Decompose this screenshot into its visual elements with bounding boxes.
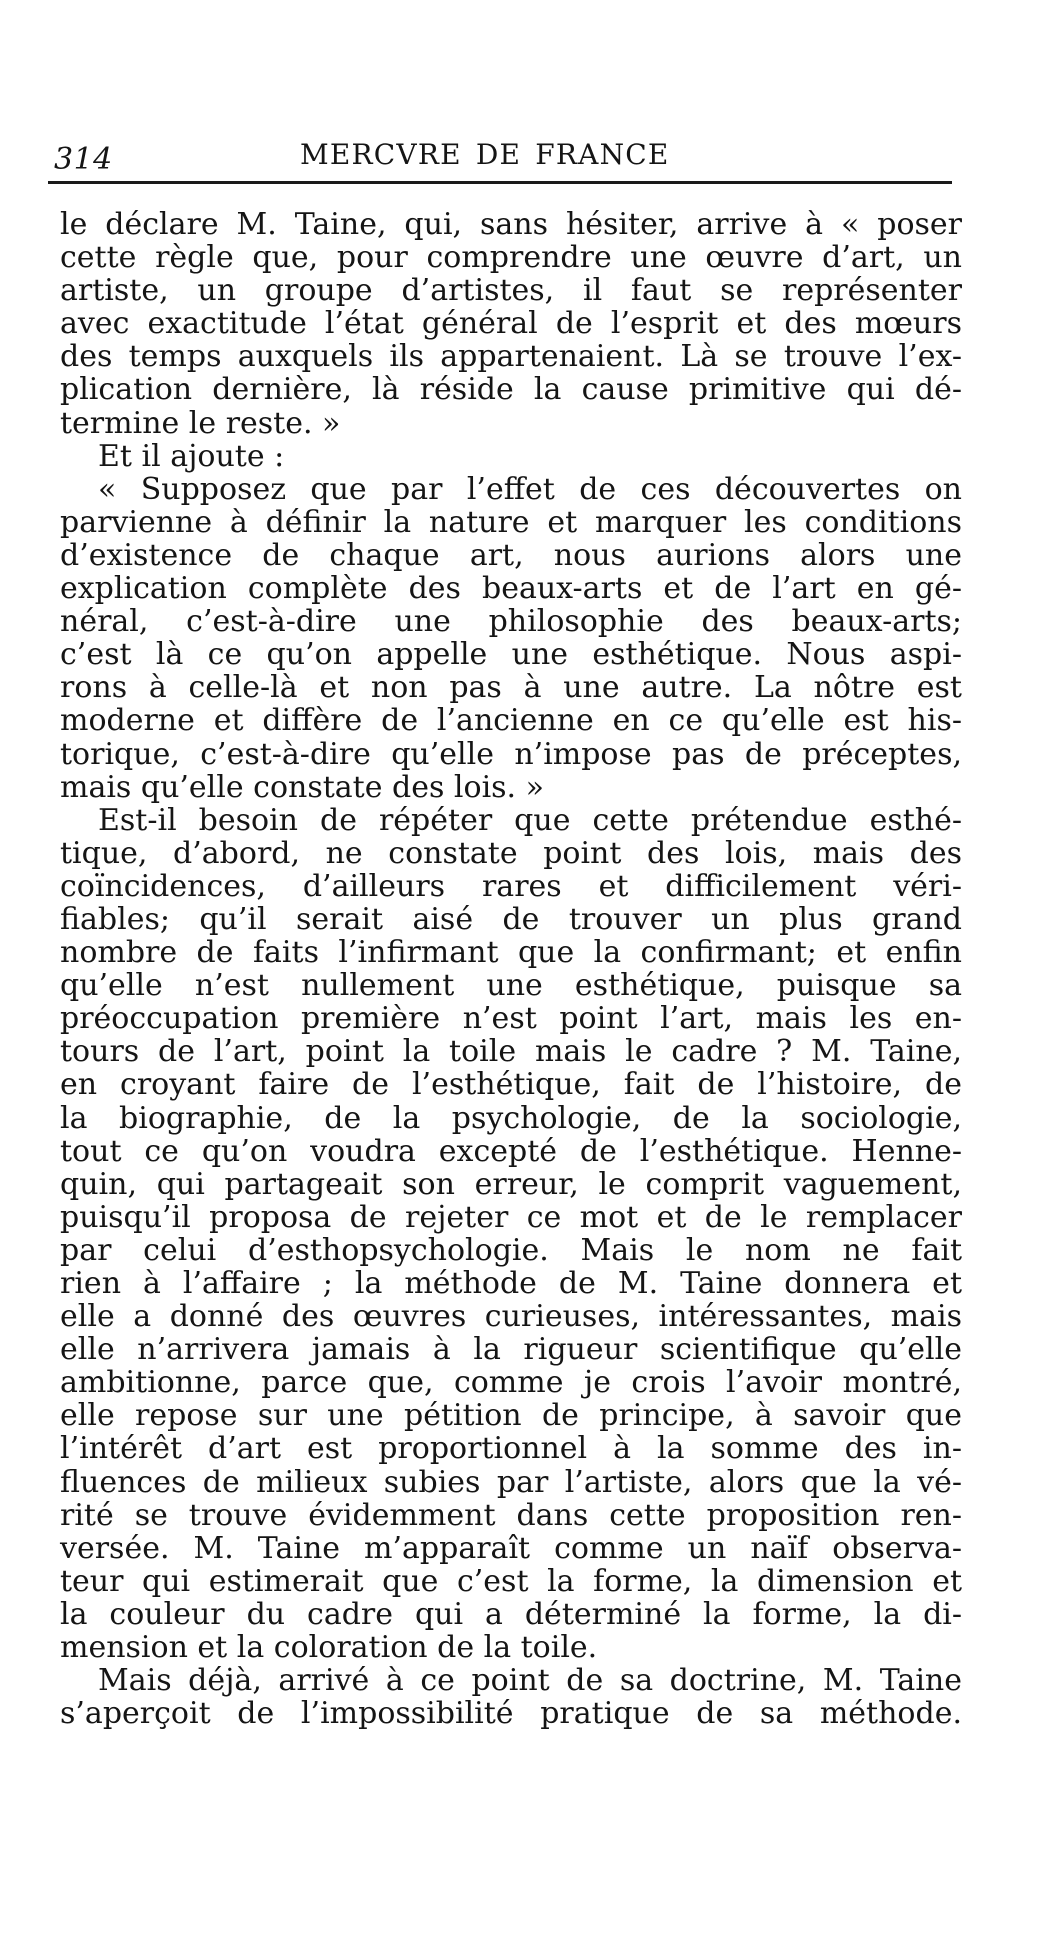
text-line: elle n’arrivera jamais à la rigueur scientifique qu’elle: [60, 1332, 962, 1368]
text-line: elle a donné des œuvres curieuses, intéressantes, mais: [60, 1299, 962, 1335]
text-line: la biographie, de la psychologie, de la sociologie,: [60, 1100, 962, 1136]
text-line: rons à celle-là et non pas à une autre. La nôtre est: [60, 670, 962, 706]
text-line: nombre de faits l’infirmant que la confirmant; et enfin: [60, 935, 962, 971]
text-line: explication complète des beaux-arts et de l’art en gé-: [60, 571, 962, 607]
text-line: tique, d’abord, ne constate point des lois, mais des: [60, 835, 962, 871]
text-line: rien à l’affaire ; la méthode de M. Taine donnera et: [60, 1266, 962, 1301]
text-line: le déclare M. Taine, qui, sans hésiter, arrive à « poser: [60, 207, 962, 242]
page-number: 314: [54, 142, 113, 177]
page-header: [50, 130, 952, 182]
text-line: artiste, un groupe d’artistes, il faut se représenter: [60, 273, 962, 309]
text-line: moderne et diffère de l’ancienne en ce qu’elle est his-: [60, 703, 962, 739]
text-line: fiables; qu’il serait aisé de trouver un plus grand: [60, 901, 962, 937]
text-line: ambitionne, parce que, comme je crois l’avoir montré,: [60, 1365, 962, 1401]
text-line: néral, c’est-à-dire une philosophie des beaux-arts;: [60, 604, 962, 640]
text-line: elle repose sur une pétition de principe, à savoir que: [60, 1398, 962, 1434]
text-line: cette règle que, pour comprendre une œuvre d’art, un: [60, 240, 962, 276]
text-line: avec exactitude l’état général de l’esprit et des mœurs: [60, 306, 962, 342]
text-line: d’existence de chaque art, nous aurions alors une: [60, 537, 962, 573]
text-line: tout ce qu’on voudra excepté de l’esthétique. Henne-: [60, 1133, 962, 1169]
text-line: Mais déjà, arrivé à ce point de sa doctrine, M. Taine: [98, 1663, 962, 1699]
text-line: qu’elle n’est nullement une esthétique, puisque sa: [60, 968, 962, 1004]
running-title: MERCVRE DE FRANCE: [300, 138, 670, 171]
text-line: Et il ajoute :: [98, 438, 285, 474]
text-line: en croyant faire de l’esthétique, fait de l’histoire, de: [60, 1067, 962, 1103]
text-line: rité se trouve évidemment dans cette proposition ren-: [60, 1497, 962, 1533]
text-line: Est-il besoin de répéter que cette prétendue esthé-: [98, 802, 962, 838]
text-line: plication dernière, là réside la cause primitive qui dé-: [60, 372, 962, 408]
text-line: des temps auxquels ils appartenaient. Là se trouve l’ex-: [60, 339, 962, 375]
text-line: puisqu’il proposa de rejeter ce mot et de le remplacer: [60, 1199, 962, 1235]
text-line: « Supposez que par l’effet de ces découvertes on: [98, 471, 962, 507]
header-rule: [48, 181, 952, 184]
text-line: par celui d’esthopsychologie. Mais le nom ne fait: [60, 1232, 962, 1268]
text-line: quin, qui partageait son erreur, le comprit vaguement,: [60, 1166, 962, 1202]
text-line: teur qui estimerait que c’est la forme, la dimension et: [60, 1563, 962, 1599]
body-text: [60, 208, 962, 1730]
text-line: torique, c’est-à-dire qu’elle n’impose pas de préceptes,: [60, 736, 962, 772]
text-line: l’intérêt d’art est proportionnel à la somme des in-: [60, 1431, 962, 1467]
text-line: versée. M. Taine m’apparaît comme un naïf observa-: [60, 1530, 962, 1566]
text-line: tours de l’art, point la toile mais le cadre ? M. Taine,: [60, 1034, 962, 1070]
text-line: préoccupation première n’est point l’art, mais les en-: [60, 1001, 962, 1037]
text-line: mension et la coloration de la toile.: [60, 1630, 598, 1666]
text-line: coïncidences, d’ailleurs rares et difficilement véri-: [60, 868, 962, 904]
text-line: fluences de milieux subies par l’artiste, alors que la vé-: [60, 1464, 962, 1500]
text-line: termine le reste. »: [60, 405, 341, 441]
text-line: c’est là ce qu’on appelle une esthétique. Nous aspi-: [60, 637, 962, 673]
text-line: parvienne à définir la nature et marquer les conditions: [60, 504, 962, 540]
text-line: mais qu’elle constate des lois. »: [60, 769, 544, 805]
text-line: la couleur du cadre qui a déterminé la forme, la di-: [60, 1596, 962, 1632]
text-line: s’aperçoit de l’impossibilité pratique de sa méthode.: [60, 1696, 962, 1732]
